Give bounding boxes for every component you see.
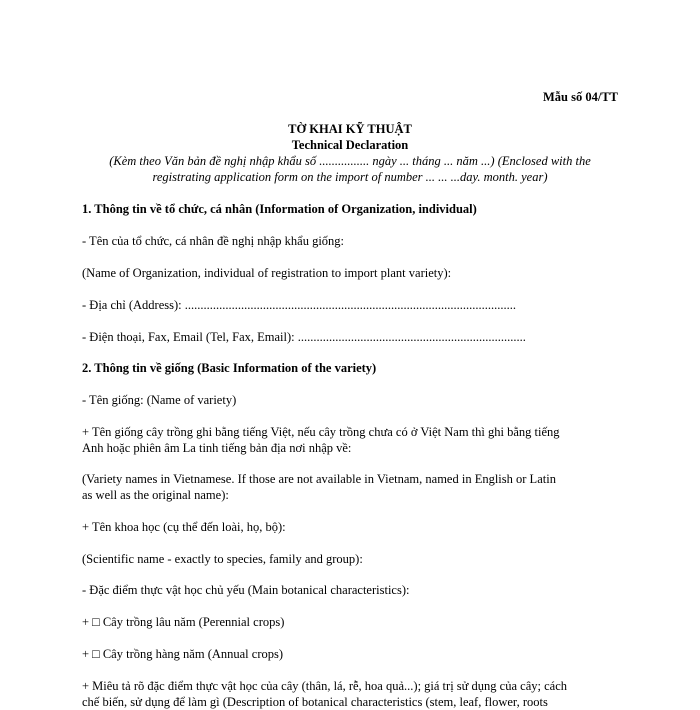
address-field: - Địa chỉ (Address): .......................................................................................................... <box>82 298 516 312</box>
variety-vietnamese-instruction: + Tên giống cây trồng ghi bằng tiếng Việt, nếu cây trồng chưa có ở Việt Nam thì ghi bằng tiếng <box>82 425 560 439</box>
variety-name-label: - Tên giống: (Name of variety) <box>82 393 237 407</box>
variety-english-instruction: as well as the original name): <box>82 488 229 502</box>
botanical-characteristics-label: - Đặc điểm thực vật học chủ yếu (Main botanical characteristics): <box>82 583 410 597</box>
section-1-heading: 1. Thông tin về tổ chức, cá nhân (Information of Organization, individual) <box>82 202 477 216</box>
form-number: Mẫu số 04/TT <box>542 90 618 104</box>
perennial-crops-checkbox-item: + □ Cây trồng lâu năm (Perennial crops) <box>82 615 285 629</box>
section-2-heading: 2. Thông tin về giống (Basic Information of the variety) <box>82 361 377 375</box>
botanical-description-instruction: + Miêu tả rõ đặc điểm thực vật học của cây (thân, lá, rễ, hoa quả...); giá trị sử dụng của cây; cách <box>82 679 567 693</box>
document-subtitle-line: (Kèm theo Văn bản đề nghị nhập khẩu số ................ ngày ... tháng ... năm ...) (Enclosed with the <box>109 154 591 168</box>
annual-crops-checkbox-item: + □ Cây trồng hàng năm (Annual crops) <box>82 647 284 661</box>
org-name-label: - Tên của tổ chức, cá nhân đề nghị nhập khẩu giống: <box>82 234 345 248</box>
phone-fax-email-field: - Điện thoại, Fax, Email (Tel, Fax, Email): ......................................................................... <box>82 330 526 344</box>
document-title: TỜ KHAI KỸ THUẬT <box>288 122 412 136</box>
scientific-name-label-english: (Scientific name - exactly to species, family and group): <box>82 552 363 566</box>
botanical-description-instruction: chế biến, sử dụng để làm gì (Description of botanical characteristics (stem, leaf, flower, roots <box>82 695 548 709</box>
variety-vietnamese-instruction: Anh hoặc phiên âm La tinh tiếng bản địa nơi nhập về: <box>82 441 352 455</box>
org-name-label-english: (Name of Organization, individual of registration to import plant variety): <box>82 266 452 280</box>
document-subtitle-line: registrating application form on the import of number ... ... ...day. month. year) <box>152 170 548 184</box>
document-title-english: Technical Declaration <box>291 138 409 152</box>
scientific-name-label: + Tên khoa học (cụ thể đến loài, họ, bộ): <box>82 520 286 534</box>
variety-english-instruction: (Variety names in Vietnamese. If those are not available in Vietnam, named in English or Latin <box>82 472 556 486</box>
